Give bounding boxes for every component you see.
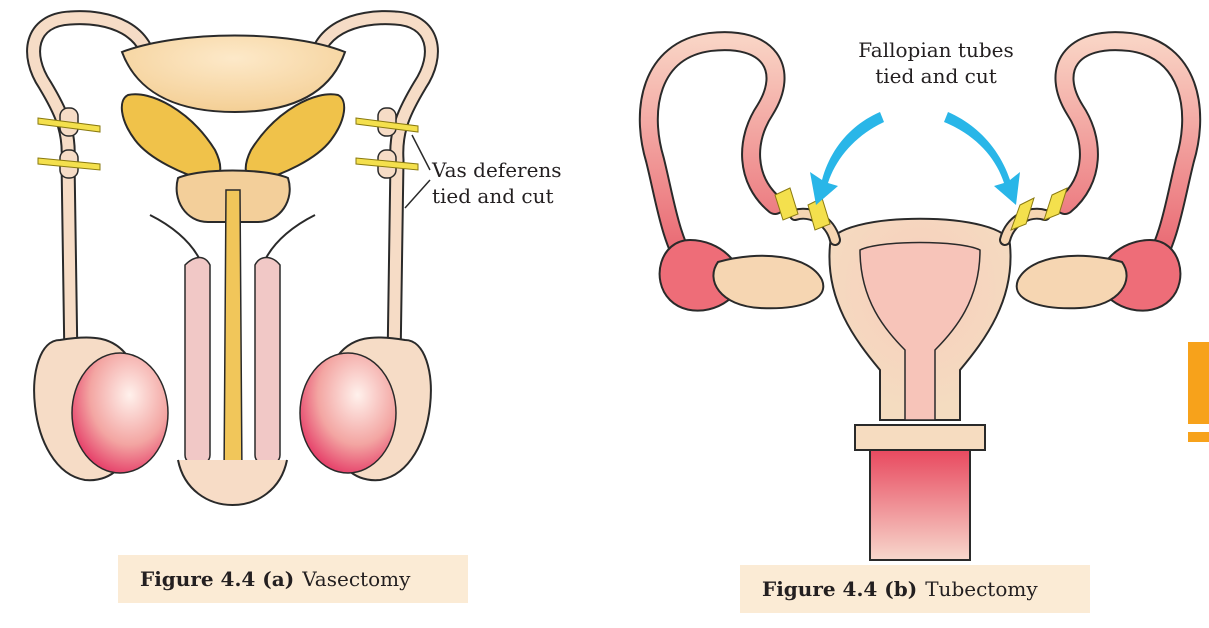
caption-vasectomy: [118, 555, 468, 603]
vagina: [870, 450, 970, 560]
tubectomy-diagram: [649, 41, 1191, 560]
ligature-icon: [38, 118, 418, 170]
side-tab-marker: [1188, 342, 1209, 424]
fallopian-tubes-label-line1: Fallopian tubes: [858, 38, 1014, 62]
ovary-left: [713, 256, 823, 308]
testis-left: [72, 353, 168, 473]
arrow-icon: [810, 112, 1020, 205]
label-leader-line: [405, 135, 430, 208]
caption-title: Tubectomy: [925, 577, 1038, 601]
vasectomy-diagram: [34, 18, 432, 505]
caption-tubectomy: [740, 565, 1090, 613]
vas-deferens-label-line1: Vas deferens: [432, 158, 562, 182]
caption-number: Figure 4.4 (a): [140, 567, 295, 591]
fallopian-tubes-label-line2: tied and cut: [875, 64, 997, 88]
testis-right: [300, 353, 396, 473]
ovary-right: [1017, 256, 1127, 308]
caption-title: Vasectomy: [302, 567, 411, 591]
side-tab-marker: [1188, 432, 1209, 442]
urethra: [224, 190, 242, 491]
cervix: [855, 425, 985, 450]
vas-deferens-label-line2: tied and cut: [432, 184, 554, 208]
caption-number: Figure 4.4 (b): [762, 577, 918, 601]
